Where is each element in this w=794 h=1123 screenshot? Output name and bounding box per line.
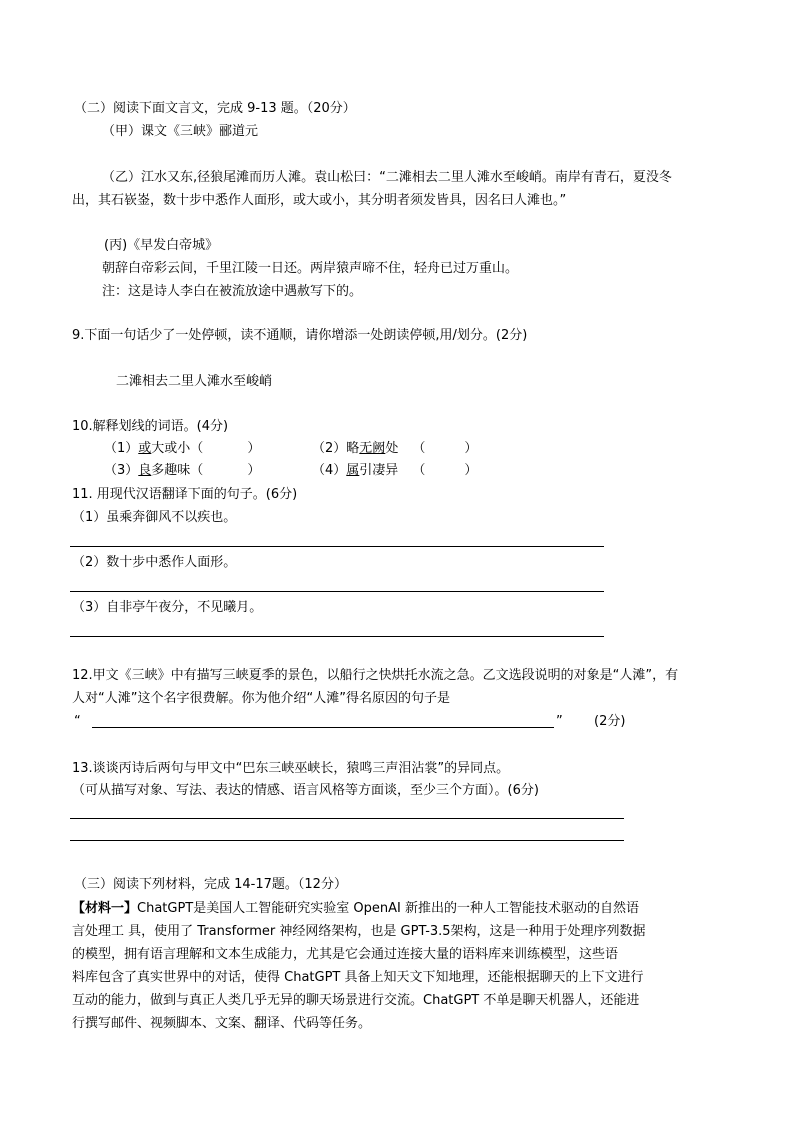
q12-line-1: 12.甲文《三峡》中有描写三峡夏季的景色，以船行之快烘托水流之急。乙文选段说明的对象是“人滩”，有	[72, 668, 679, 683]
q12-open-quote: “	[74, 714, 81, 729]
q12-answer-line	[92, 727, 554, 728]
bing-poem: 朝辞白帝彩云间，千里江陵一日还。两岸猿声啼不住，轻舟已过万重山。	[102, 261, 519, 276]
material1-label: 【材料一】	[72, 901, 138, 916]
q10-prompt: 10.解释划线的词语。(4分)	[72, 419, 229, 434]
q13-answer-line-2	[70, 840, 624, 841]
q9-sentence: 二滩相去二里人滩水至峻峭	[116, 374, 273, 389]
q13-answer-line-1	[70, 818, 624, 819]
yi-line-2: 出，其石嵚崟，数十步中悉作人面形，或大或小，其分明者须发皆具，因名曰人滩也。”	[72, 193, 567, 208]
q9-prompt: 9.下面一句话少了一处停顿，读不通顺，请你增添一处朗读停顿,用/划分。(2分)	[72, 328, 528, 343]
q10-item-4: （4）属引凄异 （ ）	[312, 463, 478, 478]
material1-line-3: 的模型，拥有语言理解和文本生成能力，尤其是它会通过连接大量的语料库来训练模型，这些语	[72, 947, 619, 962]
q10-item-3-word: 良	[138, 463, 152, 478]
material1-line-6: 行撰写邮件、视频脚本、文案、翻译、代码等任务。	[72, 1016, 372, 1031]
q12-line-2: 人对“人滩”这个名字很费解。你为他介绍“人滩”得名原因的句子是	[72, 691, 450, 706]
material1-line-1: 【材料一】ChatGPT是美国人工智能研究实验室 OpenAI 新推出的一种人工智能技术驱动的自然语	[72, 901, 639, 916]
q12-close-quote: ”	[556, 714, 563, 729]
q10-item-1-word: 或	[138, 441, 152, 456]
material1-line-4: 料库包含了真实世界中的对话，使得 ChatGPT 具备上知天文下知地理，还能根据聊天的上下文进行	[72, 970, 644, 985]
section3-header: （三）阅读下列材料，完成 14-17题。（12分）	[74, 877, 347, 892]
yi-line-1: （乙）江水又东,径狼尾滩而历人滩。袁山松曰：“二滩相去二里人滩水至峻峭。南岸有青石，夏没冬	[102, 170, 672, 185]
q10-item-4-word: 属	[346, 463, 360, 478]
q10-item-3: （3）良多趣味（ ）	[104, 463, 261, 478]
bing-title: (丙)《早发白帝城》	[104, 238, 219, 253]
q11-prompt: 11. 用现代汉语翻译下面的句子。(6分)	[72, 487, 298, 502]
q11-answer-line-1	[70, 546, 604, 547]
material1-line-2: 言处理工 具，使用了 Transformer 神经网络架构，也是 GPT-3.5架构，这是一种用于处理序列数据	[72, 924, 646, 939]
q10-item-2-word: 无阙	[359, 441, 386, 456]
q11-sentence-3: （3）自非亭午夜分，不见曦月。	[72, 600, 263, 615]
section2-header: （二）阅读下面文言文，完成 9-13 题。（20分）	[74, 101, 356, 116]
q12-score: (2分)	[594, 714, 626, 729]
q11-sentence-1: （1）虽乘奔御风不以疾也。	[72, 510, 237, 525]
q11-answer-line-3	[70, 636, 604, 637]
q11-sentence-2: （2）数十步中悉作人面形。	[72, 555, 237, 570]
q13-line-1: 13.谈谈丙诗后两句与甲文中“巴东三峡巫峡长，猿鸣三声泪沾裳”的异同点。	[72, 761, 510, 776]
q10-item-2: （2）略无阙处 （ ）	[312, 441, 478, 456]
material1-line-5: 互动的能力，做到与真正人类几乎无异的聊天场景进行交流。ChatGPT 不单是聊天机器人，还能进	[72, 993, 640, 1008]
q13-line-2: （可从描写对象、写法、表达的情感、语言风格等方面谈，至少三个方面）。(6分)	[72, 783, 539, 798]
q10-item-1: （1）或大或小（ ）	[104, 441, 261, 456]
bing-note: 注：这是诗人李白在被流放途中遇赦写下的。	[102, 284, 363, 299]
q11-answer-line-2	[70, 591, 604, 592]
jia-title: （甲）课文《三峡》郦道元	[102, 124, 259, 139]
